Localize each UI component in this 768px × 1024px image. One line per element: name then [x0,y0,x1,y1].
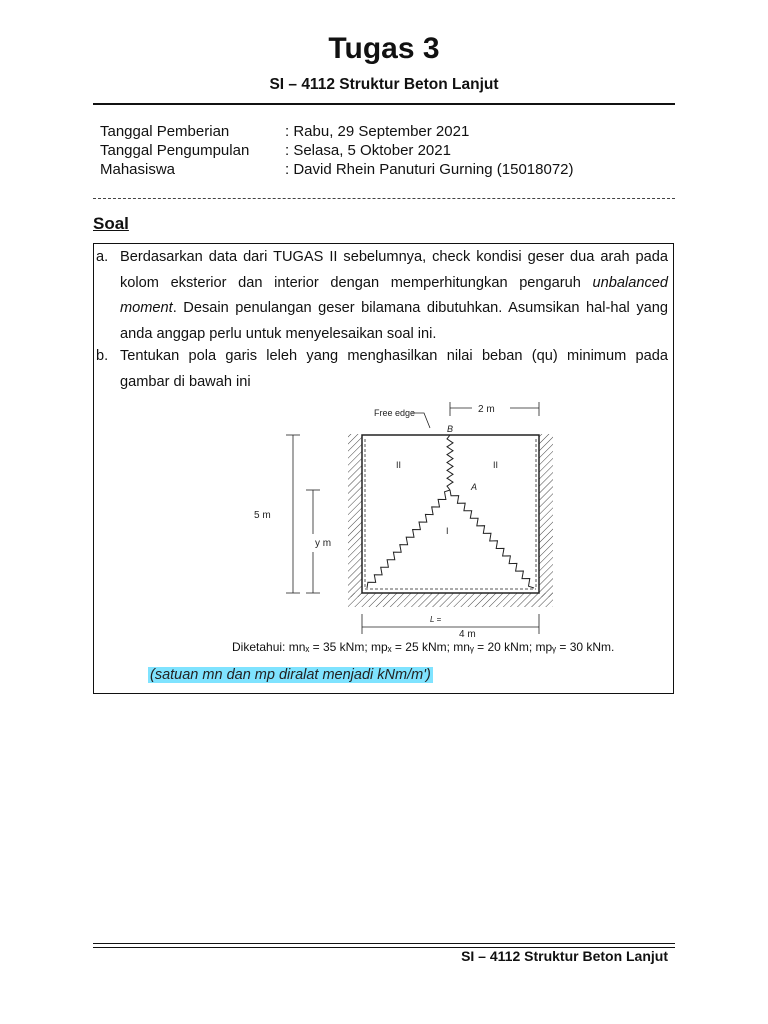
info-row-due [100,141,574,160]
section-heading: Soal [93,214,129,233]
question-box [93,243,674,694]
question-marker: a. [96,249,109,265]
dashed-divider [93,198,675,199]
yield-line-figure [228,394,615,654]
right-support [539,434,553,597]
question-text-part: . Desain penulangan geser bilamana dibutuhkan. Asumsikan hal-hal yang anda anggap perlu untuk menyelesaikan soal ini. [120,300,668,342]
point-b-label: B [447,424,454,434]
info-row-issued [100,122,574,141]
bottom-support [348,593,553,607]
page-title: Tugas 3 [328,32,440,65]
info-value: : Rabu, 29 September 2021 [285,123,470,140]
question-italic-term: unbalanced moment [120,274,668,316]
dim-2m-label: 2 m [478,404,495,415]
given-values: Diketahui: mnₓ = 35 kNm; mpₓ = 25 kNm; mnᵧ = 20 kNm; mpᵧ = 30 kNm. [232,640,615,654]
correction-note: (satuan mn dan mp diralat menjadi kNm/m') [150,667,431,683]
info-value: : David Rhein Panuturi Gurning (15018072) [285,161,574,178]
question-text [120,245,668,347]
free-edge-label: Free edge [374,408,416,418]
slab-outline [362,435,539,593]
info-row-student [100,160,574,179]
footer-course: SI – 4112 Struktur Beton Lanjut [461,948,668,964]
dim-l-label: L = [430,615,442,624]
header-rule [93,103,675,105]
slab-diagram [228,394,558,649]
info-value: : Selasa, 5 Oktober 2021 [285,142,451,159]
region-ii-left: II [396,460,402,470]
point-a-label: A [471,482,478,492]
course-subtitle: SI – 4112 Struktur Beton Lanjut [269,76,499,93]
region-ii-right: II [493,460,499,470]
left-support [348,434,362,597]
question-text-part: Berdasarkan data dari TUGAS II sebelumnya, check kondisi geser dua arah pada kolom eksterior dan interior dengan memperhitungkan pengaruh [120,249,668,291]
region-i-label: I [446,526,449,536]
info-label: Tanggal Pengumpulan [100,142,250,159]
question-text: Tentukan pola garis leleh yang menghasilkan nilai beban (qu) minimum pada gambar di bawah ini [120,348,668,390]
question-a [96,245,668,347]
dim-ym-label: y m [315,538,332,549]
question-marker: b. [96,348,109,364]
dim-5m-label: 5 m [254,510,271,521]
info-label: Mahasiswa [100,161,176,178]
dim-4m-label: 4 m [459,629,476,640]
question-b [96,344,668,395]
assignment-info [100,122,574,179]
info-label: Tanggal Pemberian [100,123,230,140]
